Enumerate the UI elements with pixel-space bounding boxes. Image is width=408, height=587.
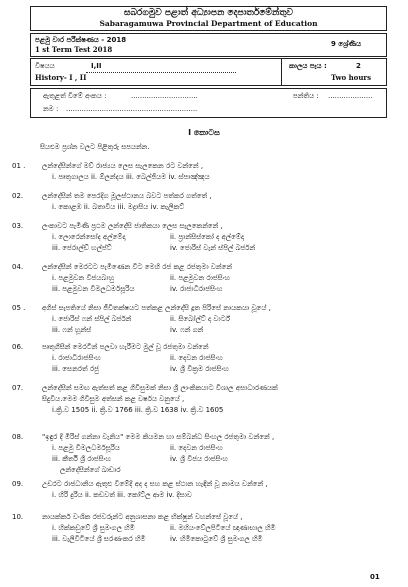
answer-option[interactable]: ii. ප්‍රාන්සිස්කෝ ද අල්මේදා <box>170 233 245 241</box>
question-text: නායක්කර් වංශික රජවරුන්ට අනුශාසනා කළ භික්ෂුන් වහන්සේ වූයේ , <box>42 513 243 521</box>
question-text: අගිස් සැපතියේ නිසා ජීවිතක්ෂයට පත්කළ ලන්දේසි දූත පිරිසේ නායකයා වූයේ , <box>42 304 271 312</box>
time-label: කාලය පැය : <box>289 62 327 70</box>
answer-option[interactable]: ii. මහියංවේලපිටියේ ඥාණාභාල හිමි <box>170 524 276 532</box>
question-number: 09. <box>12 480 24 488</box>
answer-option[interactable]: ii. දෙවන රාජසිංහ <box>170 444 223 452</box>
department-header <box>30 6 387 31</box>
question-text: "ඉඳුර දී මිරිස් ගන්නා වැනිය" මෙම කියමන හා සම්බන්ධ සිංහල රජතුමා වන්නේ , <box>42 433 275 441</box>
question-text: ලංකාවට පැමිණි ප්‍රථම ලන්දේසි ජාතිකයා ලෙස සැලකෙන්නේ , <box>42 222 223 230</box>
answer-option[interactable]: ii. දෙවන රාජසිංහ <box>170 354 223 362</box>
index-label: ඇතුළත් වීමේ අංකය : <box>43 92 107 100</box>
subject-divider <box>281 59 282 85</box>
answer-option-note: ලන්දේසීන්ගේ ඛාඩාර <box>60 466 121 474</box>
answer-option[interactable]: i. හිරි දුරිය ii. කඩවත් iii. කෝට්ල ආම iv. දිසාව <box>52 491 192 499</box>
answer-option[interactable]: iii. කීර්ති ශ්‍රී රාජසිංහ <box>52 455 111 463</box>
answer-option[interactable]: i. හික්කඩුවේ ශ්‍රී සුමංගල හිමි <box>52 524 135 532</box>
subject-value: I,II <box>91 62 102 70</box>
answer-option[interactable]: i. පෘතුගාලය ii. ඕලන්දය iii. බෙල්ජියම iv. ස්පාඤ්ඤය <box>52 173 210 181</box>
answer-option[interactable]: i. රාජාධිරාජසිංහ <box>52 354 101 362</box>
answer-option[interactable]: iii. පළමුවන විමලධර්මසූරිය <box>52 285 135 293</box>
answer-option[interactable]: ii. පළමුවන රාජසිංහ <box>170 274 230 282</box>
subject-underline <box>86 72 236 73</box>
question-number: 05 . <box>12 304 26 312</box>
time-english: Two hours <box>331 73 372 82</box>
question-number: 01 . <box>12 162 26 170</box>
answer-option[interactable]: iv. ශ්‍රී වික්‍රම රාජසිංහ <box>170 365 229 373</box>
class-label: පන්තිය : <box>293 92 319 100</box>
part-instruction: සියළුම ප්‍රශ්න වලට පිළිතුරු සපයන්න. <box>40 143 150 151</box>
answer-option[interactable]: iv. ෆන් ගන් <box>170 326 204 334</box>
subject-box <box>30 58 387 86</box>
question-text: ලන්දේසීන් තම පෙරදිග මූලස්ථානය බවට පත්කර ගත්තේ , <box>42 192 212 200</box>
question-number: 06. <box>12 343 24 351</box>
grade: 9 ශ්‍රේණිය <box>331 40 361 48</box>
question-number: 08. <box>12 433 24 441</box>
page-number: 01 <box>370 573 380 581</box>
subject-english: History- I , II <box>35 73 87 82</box>
question-text: පෘතුගීසීන් මෙරටින් පලවා හැරීමට මුල් වූ රජතුමා වන්නේ <box>42 343 209 351</box>
answer-option[interactable]: iv. හිමිකොටුවේ ශ්‍රී සුමංගල හිමි <box>170 535 263 543</box>
class-field[interactable]: .................... <box>328 92 373 100</box>
answer-option[interactable]: i.ක්‍රි.ව 1505 ii. ක්‍රි.ව 1766 iii. ක්‍රි.ව 1638 iv. ක්‍රි.ව 1605 <box>52 406 224 414</box>
question-number: 02. <box>12 192 24 200</box>
answer-option[interactable]: iii. ෆන් හූන්ස් <box>52 326 92 334</box>
name-label: නම : <box>43 105 59 113</box>
answer-option[interactable]: iii. සෙනරත් රජු <box>52 365 99 373</box>
answer-option[interactable]: i. පළමුවන විජයබාහු <box>52 274 115 282</box>
question-text: සිදුවිය.මෙම ගිවිසුම අත්සන් කළ වර්ෂය වනුයේ , <box>42 395 185 403</box>
department-name-sinhala: සබරගමුව පළාත් අධ්‍යාපන දෙපාර්තමේන්තුව <box>123 8 293 18</box>
department-name-english: Sabaragamuwa Provincial Department of Education <box>99 19 318 28</box>
part-title: I කොටස <box>188 128 220 137</box>
answer-option[interactable]: iii. ජෙරාල්ඩ් හල්ප්ට් <box>52 244 112 252</box>
answer-option[interactable]: iv. ජොරිස් වැන් ස්පිල් බර්ජන් <box>170 244 256 252</box>
question-number: 03. <box>12 222 24 230</box>
question-number: 07. <box>12 384 24 392</box>
time-value: 2 <box>356 62 361 70</box>
answer-option[interactable]: iii. වැලිවිටියේ ශ්‍රී සරණංකර හිමි <box>52 535 146 543</box>
answer-option[interactable]: ii. සිබෝල්ට් ද වාර්ට් <box>170 315 230 323</box>
answer-option[interactable]: i. කොළඹ ii. බතාවිය iii. මද්‍රාසිය iv. කැලිකට් <box>52 203 185 211</box>
term-english: 1 st Term Test 2018 <box>35 45 113 54</box>
name-field[interactable]: ........................................................... <box>66 105 198 113</box>
answer-option[interactable]: i. ලොරෙන්සෝද අල්මේදා <box>52 233 126 241</box>
question-text: ලන්දේසීන් සමඟ ඇත්සත් කළ ගිවිසුමක් නිසා ශ්‍රී ලාංකිකයාට විශාල අසාධාරණයක් <box>42 384 278 392</box>
answer-option[interactable]: iv. ශ්‍රී විජය රාජසිංහ <box>170 455 228 463</box>
term-sinhala: පළමු වාර පරීක්ෂණය - 2018 <box>35 36 127 44</box>
question-text: ලන්දේසීන්ගේ මව් රාජ්‍යය ලෙස සැලකෙන රට වන්නේ , <box>42 162 204 170</box>
answer-option[interactable]: iv. රාජාධිරාජසිංහ <box>170 285 223 293</box>
index-field[interactable]: .............................. <box>131 92 198 100</box>
question-number: 10. <box>12 513 24 521</box>
candidate-box <box>30 88 387 118</box>
subject-label: විෂයය <box>35 62 55 70</box>
question-text: ලන්දේසීන් මෙරටට පැමිණෙන විට මෙහි රජ කළ රජතුමා වන්නේ <box>42 263 233 271</box>
answer-option[interactable]: i. ජොරිස් ෆන් ස්පිල් බර්ජන් <box>52 315 132 323</box>
answer-option[interactable]: i. පළමු විමලධර්මසූරිය <box>52 444 120 452</box>
question-number: 04. <box>12 263 24 271</box>
question-text: උඩරට රාජධානිය ඇතුළු වීමේදී අද ද සහ කළ ස්ථාන හැඳින් වූ නාමය වන්නේ , <box>42 480 268 488</box>
term-box <box>30 33 387 57</box>
